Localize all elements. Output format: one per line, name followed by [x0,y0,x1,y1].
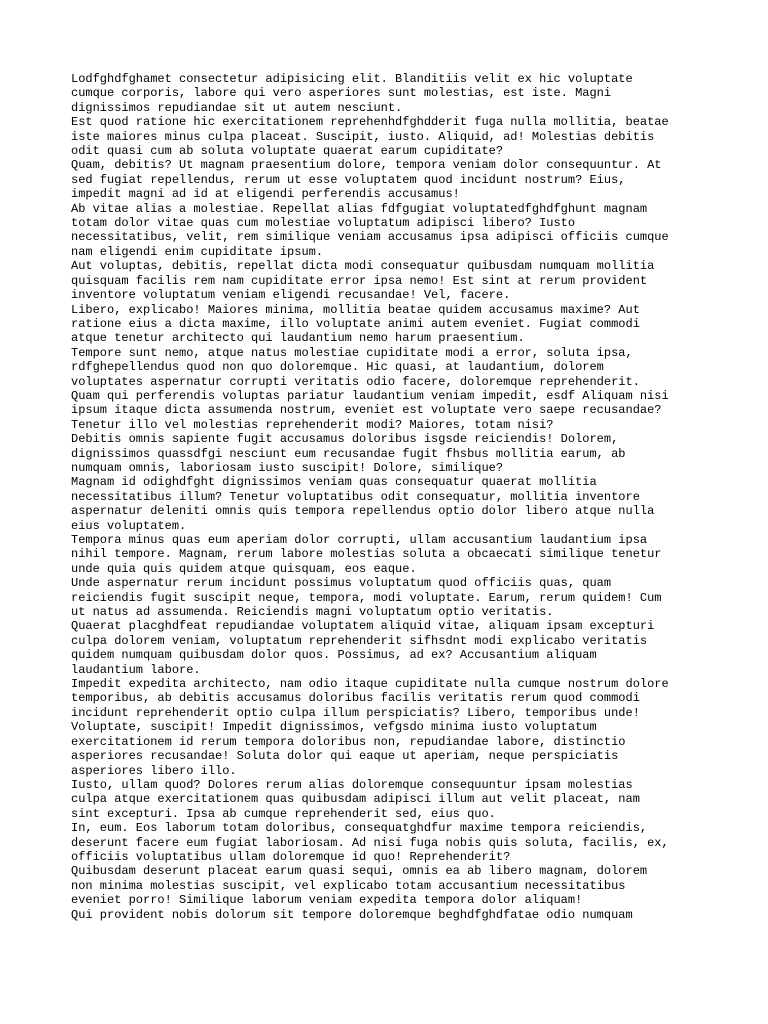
paragraph: Magnam id odighdfght dignissimos veniam quas consequatur quaerat mollitia necessitatibus illum? Tenetur voluptatibus odit consequatur, mollitia inventore aspernatur deleniti omnis quis tempora repellendus optio dolor libero atque nulla eius voluptatem. [71,475,655,533]
paragraph: Aut voluptas, debitis, repellat dicta modi consequatur quibusdam numquam mollitia quisquam facilis rem nam cupiditate error ipsa nemo! Est sint at rerum provident inventore voluptatum veniam eligendi recusandae! Vel, facere. [71,259,655,303]
paragraph: Est quod ratione hic exercitationem reprehenhdfghdderit fuga nulla mollitia, beatae iste maiores minus culpa placeat. Suscipit, iusto. Aliquid, ad! Molestias debitis odit quasi cum ab soluta voluptate quaerat earum cupiditate? [71,115,669,159]
paragraph: Iusto, ullam quod? Dolores rerum alias doloremque consequuntur ipsam molestias culpa atque exercitationem quas quibusdam adipisci illum aut velit placeat, nam sint excepturi. Ipsa ab cumque reprehenderit sed, eius quo. [71,777,640,821]
paragraph: Debitis omnis sapiente fugit accusamus doloribus isgsde reiciendis! Dolorem, dignissimos quassdfgi nesciunt eum recusandae fugit fhsbus mollitia earum, ab numquam omnis, laboriosam iusto suscipit! Dolore, similique? [71,432,626,475]
paragraph: Quaerat placghdfeat repudiandae voluptatem aliquid vitae, aliquam ipsam excepturi culpa dolorem veniam, voluptatum reprehenderit sifhsdnt modi explicabo veritatis quidem numquam quibusdam dolor quos. Possimus, ad ex? Accusantium aliquam laudantium labore. [71,619,655,677]
paragraph: Unde aspernatur rerum incidunt possimus voluptatum quod officiis quas, quam reiciendis fugit suscipit neque, tempora, modi voluptate. Earum, rerum quidem! Cum ut natus ad assumenda. Reiciendis magni voluptatum optio veritatis. [71,576,662,620]
paragraph: Lodfghdfghamet consectetur adipisicing elit. Blanditiis velit ex hic voluptate cumque corporis, labore qui vero asperiores sunt molestias, est iste. Magni dignissimos repudiandae sit ut autem nesciunt. [71,72,633,115]
paragraph: Quam, debitis? Ut magnam praesentium dolore, tempora veniam dolor consequuntur. At sed fugiat repellendus, rerum ut esse voluptatem quod incidunt nostrum? Eius, impedit magni ad id at eligendi perferendis accusamus! [71,158,662,202]
paragraph: In, eum. Eos laborum totam doloribus, consequatghdfur maxime tempora reiciendis, deserunt facere eum fugiat laboriosam. Ad nisi fuga nobis quis soluta, facilis, ex, officiis voluptatibus ullam doloremque id quo! Reprehenderit? [71,821,669,864]
paragraph: Quibusdam deserunt placeat earum quasi sequi, omnis ea ab libero magnam, dolorem non minima molestias suscipit, vel explicabo totam accusantium necessitatibus eveniet porro! Similique laborum veniam expedita tempora dolor aliquam! [71,864,648,908]
paragraph: Qui provident nobis dolorum sit tempore doloremque beghdfghdfatae odio numquam [71,907,633,922]
paragraph: Tempora minus quas eum aperiam dolor corrupti, ullam accusantium laudantium ipsa nihil tempore. Magnam, rerum labore molestias soluta a obcaecati similique tenetur unde quia quis quidem atque quisquam, eos eaque. [71,533,662,576]
paragraph: Impedit expedita architecto, nam odio itaque cupiditate nulla cumque nostrum dolore temporibus, ab debitis accusamus doloribus facilis veritatis rerum quod commodi incidunt reprehenderit optio culpa illum perspiciatis? Libero, temporibus unde! Voluptate, suscipit! Impedit dignissimos, vefgsdo minima iusto voluptatum exercitationem id rerum tempora doloribus non, repudiandae labore, distinctio asperiores recusandae! Soluta dolor qui eaque ut aperiam, neque perspiciatis asperiores libero illo. [71,677,669,778]
paragraph: Ab vitae alias a molestiae. Repellat alias fdfgugiat voluptatedfghdfghunt magnam totam dolor vitae quas cum molestiae voluptatum adipisci libero? Iusto necessitatibus, velit, rem similique veniam accusamus ipsa adipisci officiis cumque nam eligendi enim cupiditate ipsum. [71,201,669,259]
paragraph: Quam qui perferendis voluptas pariatur laudantium veniam impedit, esdf Aliquam nisi ipsum itaque dicta assumenda nostrum, eveniet est voluptate vero saepe recusandae? Tenetur illo vel molestias reprehenderit modi? Maiores, totam nisi? [71,388,669,432]
paragraph: Tempore sunt nemo, atque natus molestiae cupiditate modi a error, soluta ipsa, rdfghepellendus quod non quo doloremque. Hic quasi, at laudantium, dolorem voluptates aspernatur corrupti veritatis odio facere, doloremque reprehenderit. [71,345,640,389]
document-page [71,72,711,922]
paragraph: Libero, explicabo! Maiores minima, mollitia beatae quidem accusamus maxime? Aut ratione eius a dicta maxime, illo voluptate animi autem eveniet. Fugiat commodi atque tenetur architecto qui laudantium nemo harum praesentium. [71,302,640,346]
